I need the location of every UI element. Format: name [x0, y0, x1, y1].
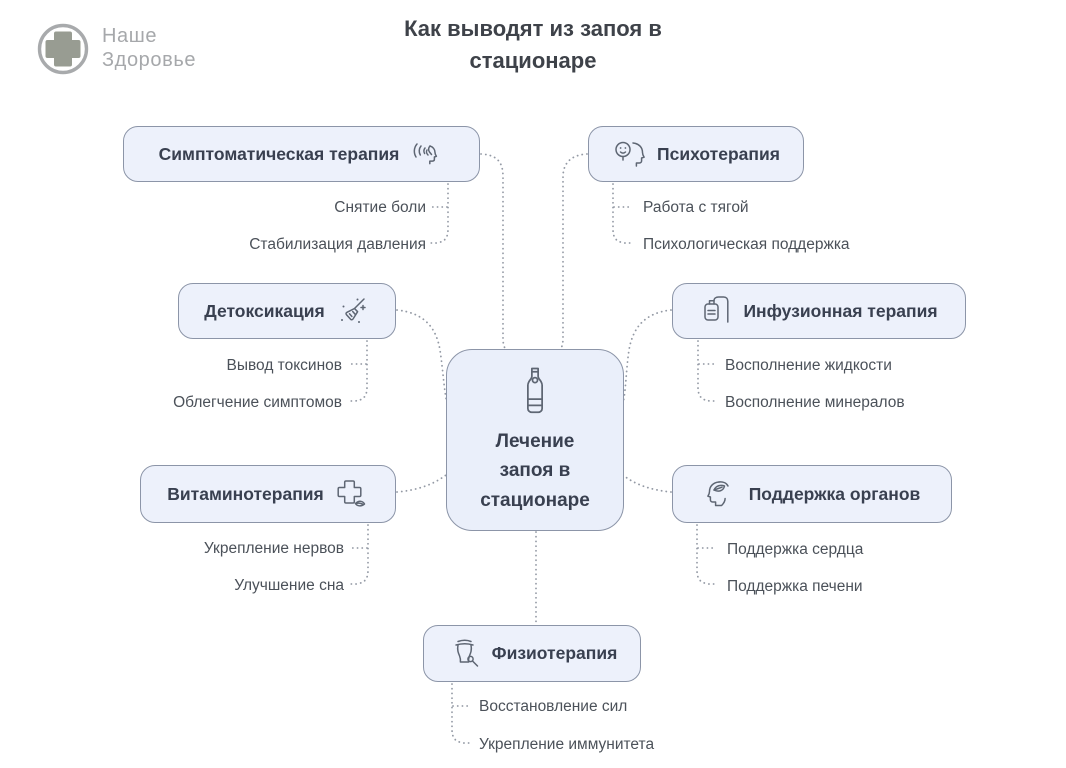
node-infusion-label: Инфузионная терапия	[743, 300, 938, 321]
cupping-jar-tool-icon	[447, 636, 483, 672]
sub-physio-1: Восстановление сил	[479, 698, 628, 715]
node-physiotherapy	[423, 625, 641, 682]
node-organ-support	[672, 465, 952, 523]
connector-psychotherapy-center	[560, 154, 587, 350]
connector-detox-children	[348, 341, 367, 401]
node-vitamin	[140, 465, 396, 523]
brand-name-line1: Наше	[102, 25, 158, 48]
sub-physio-2: Укрепление иммунитета	[479, 736, 655, 753]
sub-psychotherapy-2: Психологическая поддержка	[643, 236, 850, 253]
center-label-line1: Лечение	[495, 430, 575, 452]
connector-vitamin-children	[349, 525, 368, 584]
smiley-head-icon	[612, 137, 648, 171]
broom-sparkles-icon	[334, 293, 370, 329]
sub-organ-2: Поддержка печени	[727, 578, 863, 595]
node-detox	[178, 283, 396, 339]
node-psychotherapy	[588, 126, 804, 182]
brand-name-line2: Здоровье	[102, 49, 197, 71]
iv-drip-icon	[700, 294, 734, 328]
connector-vitamin-center	[397, 475, 446, 492]
node-center-label	[480, 427, 590, 515]
sub-detox-2: Облегчение симптомов	[173, 394, 342, 411]
connector-symptomatic-center	[481, 154, 506, 350]
sub-infusion-1: Восполнение жидкости	[725, 357, 892, 374]
connector-physiotherapy-children	[452, 684, 471, 743]
sub-vitamin-1: Укрепление нервов	[203, 540, 344, 557]
pain-waves-hand-icon	[408, 136, 444, 172]
connector-infusion-center	[623, 310, 671, 403]
node-organ-support-label: Поддержка органов	[748, 483, 921, 504]
champagne-bottle-icon	[520, 365, 550, 417]
sub-psychotherapy-1: Работа с тягой	[643, 199, 749, 216]
page-title: Как выводят из запоя в стационаре	[404, 16, 662, 73]
connector-organ-children	[697, 525, 716, 584]
node-detox-label: Детоксикация	[204, 300, 325, 321]
head-leaf-icon	[704, 477, 740, 511]
node-physiotherapy-label: Физиотерапия	[491, 643, 618, 663]
connector-symptomatic-children	[429, 184, 448, 243]
sub-symptomatic-2: Стабилизация давления	[249, 236, 426, 253]
node-infusion	[672, 283, 966, 339]
cross-leaf-icon	[333, 476, 369, 512]
node-symptomatic	[123, 126, 480, 182]
node-symptomatic-label: Симптоматическая терапия	[158, 143, 400, 164]
sub-detox-1: Вывод токсинов	[226, 357, 342, 374]
sub-symptomatic-1: Снятие боли	[334, 199, 426, 216]
node-psychotherapy-label: Психотерапия	[657, 143, 780, 164]
sub-infusion-2: Восполнение минералов	[725, 394, 905, 411]
node-center	[446, 349, 624, 531]
sub-organ-1: Поддержка сердца	[727, 541, 864, 558]
center-label-line2: запоя в	[499, 460, 571, 482]
connector-detox-center	[397, 310, 447, 403]
connector-psychotherapy-children	[613, 184, 632, 243]
connector-infusion-children	[698, 341, 717, 401]
center-label-line3: стационаре	[480, 489, 590, 511]
connector-organ-center	[623, 475, 671, 492]
sub-vitamin-2: Улучшение сна	[234, 577, 344, 594]
node-vitamin-label: Витаминотерапия	[167, 483, 324, 504]
